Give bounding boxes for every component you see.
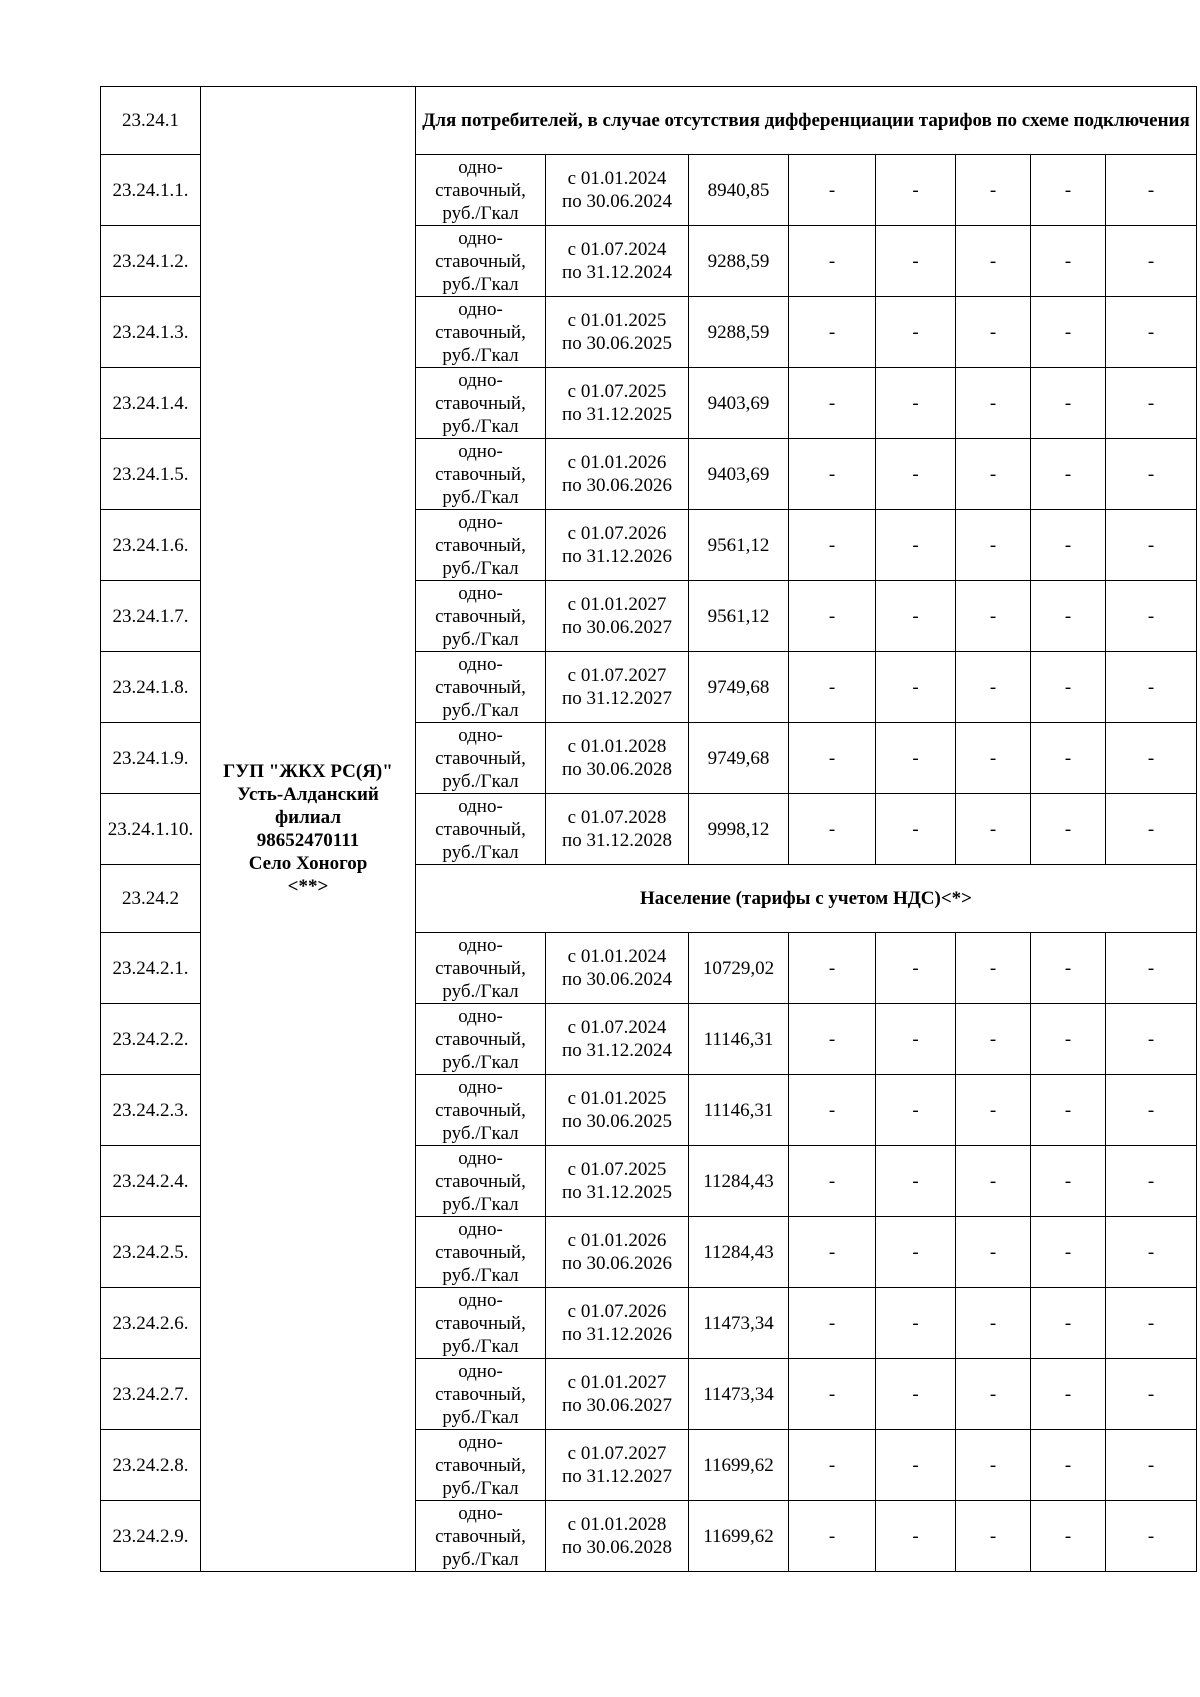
empty-value-dash: - [956,1075,1031,1146]
period-start: с 01.07.2025 [567,1159,667,1180]
period-start: с 01.07.2026 [567,523,667,544]
tariff-type-line: ставочный, [435,957,526,979]
validity-period [546,297,689,368]
validity-period [546,1359,689,1430]
empty-value-dash: - [956,581,1031,652]
empty-value-dash: - [1031,1004,1106,1075]
row-number: 23.24.1.10. [101,794,201,865]
tariff-value: 11699,62 [689,1430,789,1501]
row-number: 23.24.2.8. [101,1430,201,1501]
empty-value-dash: - [789,1004,876,1075]
tariff-type [416,226,546,297]
empty-value-dash: - [1031,1075,1106,1146]
period-start: с 01.01.2027 [567,594,667,615]
empty-value-dash: - [1106,794,1197,865]
tariff-unit: руб./Гкал [442,344,519,366]
tariff-type [416,1146,546,1217]
tariff-unit: руб./Гкал [442,1335,519,1357]
organization-line: ГУП "ЖКХ РС(Я)" [223,761,393,782]
tariff-table [100,86,1197,1572]
tariff-value: 9749,68 [689,723,789,794]
section-header-row [101,87,1197,155]
empty-value-dash: - [789,368,876,439]
empty-value-dash: - [789,439,876,510]
tariff-type-line: ставочный, [435,1454,526,1476]
empty-value-dash: - [1106,652,1197,723]
period-start: с 01.01.2028 [567,736,667,757]
tariff-unit: руб./Гкал [442,273,519,295]
row-number: 23.24.1.9. [101,723,201,794]
empty-value-dash: - [1031,510,1106,581]
empty-value-dash: - [956,652,1031,723]
empty-value-dash: - [789,794,876,865]
validity-period [546,510,689,581]
empty-value-dash: - [876,1004,956,1075]
empty-value-dash: - [1106,1146,1197,1217]
tariff-value: 11284,43 [689,1217,789,1288]
empty-value-dash: - [876,1359,956,1430]
empty-value-dash: - [876,439,956,510]
tariff-unit: руб./Гкал [442,1548,519,1570]
tariff-type-line: одно- [458,440,503,462]
tariff-value: 11146,31 [689,1075,789,1146]
tariff-type-line: ставочный, [435,250,526,272]
tariff-unit: руб./Гкал [442,1477,519,1499]
empty-value-dash: - [876,1288,956,1359]
empty-value-dash: - [1031,1288,1106,1359]
tariff-type [416,794,546,865]
tariff-type-line: одно- [458,156,503,178]
validity-period [546,155,689,226]
tariff-type-line: ставочный, [435,392,526,414]
organization-line: Усть-Алданский [237,784,379,805]
empty-value-dash: - [956,1288,1031,1359]
tariff-type-line: одно- [458,1005,503,1027]
tariff-value: 8940,85 [689,155,789,226]
empty-value-dash: - [1106,155,1197,226]
tariff-type-line: одно- [458,1147,503,1169]
tariff-type-line: одно- [458,1502,503,1524]
tariff-type [416,1217,546,1288]
empty-value-dash: - [1106,368,1197,439]
tariff-value: 11284,43 [689,1146,789,1217]
period-start: с 01.07.2028 [567,807,667,828]
empty-value-dash: - [1106,226,1197,297]
tariff-unit: руб./Гкал [442,628,519,650]
empty-value-dash: - [1106,723,1197,794]
period-start: с 01.07.2027 [567,665,667,686]
empty-value-dash: - [876,1075,956,1146]
tariff-unit: руб./Гкал [442,1122,519,1144]
empty-value-dash: - [789,297,876,368]
empty-value-dash: - [956,723,1031,794]
period-start: с 01.01.2026 [567,452,667,473]
empty-value-dash: - [956,297,1031,368]
row-number: 23.24.2.6. [101,1288,201,1359]
tariff-type [416,652,546,723]
tariff-unit: руб./Гкал [442,486,519,508]
period-start: с 01.01.2025 [567,310,667,331]
tariff-type [416,155,546,226]
tariff-unit: руб./Гкал [442,415,519,437]
empty-value-dash: - [956,1501,1031,1572]
validity-period [546,581,689,652]
empty-value-dash: - [789,1430,876,1501]
organization-cell [201,87,416,1572]
validity-period [546,1146,689,1217]
validity-period [546,794,689,865]
empty-value-dash: - [789,581,876,652]
tariff-type-line: одно- [458,369,503,391]
empty-value-dash: - [876,1217,956,1288]
tariff-type [416,581,546,652]
empty-value-dash: - [1106,1288,1197,1359]
empty-value-dash: - [876,652,956,723]
period-start: с 01.07.2026 [567,1301,667,1322]
tariff-type-line: ставочный, [435,1028,526,1050]
tariff-type-line: одно- [458,1076,503,1098]
empty-value-dash: - [1106,510,1197,581]
empty-value-dash: - [1031,933,1106,1004]
empty-value-dash: - [956,794,1031,865]
tariff-type-line: одно- [458,511,503,533]
empty-value-dash: - [1106,1501,1197,1572]
validity-period [546,723,689,794]
tariff-type-line: ставочный, [435,1170,526,1192]
empty-value-dash: - [956,1430,1031,1501]
period-start: с 01.07.2025 [567,381,667,402]
period-start: с 01.01.2025 [567,1088,667,1109]
empty-value-dash: - [1106,1430,1197,1501]
empty-value-dash: - [789,652,876,723]
tariff-type-line: одно- [458,1360,503,1382]
tariff-type [416,297,546,368]
row-number: 23.24.2.9. [101,1501,201,1572]
tariff-unit: руб./Гкал [442,770,519,792]
empty-value-dash: - [1106,297,1197,368]
tariff-value: 9288,59 [689,226,789,297]
tariff-type-line: ставочный, [435,1312,526,1334]
period-start: с 01.01.2024 [567,168,667,189]
tariff-value: 9561,12 [689,510,789,581]
tariff-type-line: ставочный, [435,1241,526,1263]
row-number: 23.24.1.8. [101,652,201,723]
section-number: 23.24.2 [101,865,201,933]
tariff-type-line: ставочный, [435,321,526,343]
empty-value-dash: - [1031,1359,1106,1430]
period-start: с 01.01.2026 [567,1230,667,1251]
period-end: по 30.06.2024 [562,969,672,990]
empty-value-dash: - [1031,1217,1106,1288]
empty-value-dash: - [1031,581,1106,652]
period-end: по 30.06.2025 [562,1111,672,1132]
period-end: по 31.12.2025 [562,404,672,425]
empty-value-dash: - [1031,226,1106,297]
tariff-unit: руб./Гкал [442,1406,519,1428]
tariff-unit: руб./Гкал [442,980,519,1002]
row-number: 23.24.2.4. [101,1146,201,1217]
tariff-value: 9998,12 [689,794,789,865]
empty-value-dash: - [789,1075,876,1146]
tariff-unit: руб./Гкал [442,202,519,224]
row-number: 23.24.1.4. [101,368,201,439]
tariff-type-line: одно- [458,1289,503,1311]
period-start: с 01.01.2028 [567,1514,667,1535]
row-number: 23.24.2.1. [101,933,201,1004]
tariff-type-line: ставочный, [435,818,526,840]
period-start: с 01.07.2024 [567,1017,667,1038]
empty-value-dash: - [789,1359,876,1430]
tariff-type-line: одно- [458,934,503,956]
document-page [100,86,1197,1572]
tariff-value: 11146,31 [689,1004,789,1075]
period-end: по 30.06.2027 [562,617,672,638]
empty-value-dash: - [956,155,1031,226]
period-end: по 31.12.2026 [562,1324,672,1345]
tariff-table-body [101,87,1197,1572]
empty-value-dash: - [876,297,956,368]
tariff-type-line: ставочный, [435,179,526,201]
empty-value-dash: - [1106,1359,1197,1430]
tariff-type-line: ставочный, [435,534,526,556]
empty-value-dash: - [876,1430,956,1501]
empty-value-dash: - [1106,1075,1197,1146]
empty-value-dash: - [956,1146,1031,1217]
tariff-unit: руб./Гкал [442,557,519,579]
organization-line: 98652470111 [256,830,360,851]
tariff-type-line: одно- [458,227,503,249]
empty-value-dash: - [1031,368,1106,439]
row-number: 23.24.2.2. [101,1004,201,1075]
tariff-type-line: ставочный, [435,676,526,698]
row-number: 23.24.1.2. [101,226,201,297]
empty-value-dash: - [1031,1501,1106,1572]
empty-value-dash: - [956,368,1031,439]
tariff-type [416,1501,546,1572]
empty-value-dash: - [876,155,956,226]
empty-value-dash: - [789,226,876,297]
period-end: по 31.12.2028 [562,830,672,851]
empty-value-dash: - [1106,1004,1197,1075]
tariff-type [416,1004,546,1075]
tariff-value: 9403,69 [689,439,789,510]
tariff-type [416,439,546,510]
validity-period [546,1501,689,1572]
empty-value-dash: - [956,933,1031,1004]
empty-value-dash: - [1031,1146,1106,1217]
empty-value-dash: - [876,723,956,794]
empty-value-dash: - [1031,794,1106,865]
tariff-type [416,723,546,794]
tariff-unit: руб./Гкал [442,1193,519,1215]
period-end: по 31.12.2027 [562,688,672,709]
period-end: по 31.12.2027 [562,1466,672,1487]
organization-line: филиал [274,807,342,828]
tariff-type-line: одно- [458,298,503,320]
tariff-type [416,933,546,1004]
row-number: 23.24.2.7. [101,1359,201,1430]
tariff-unit: руб./Гкал [442,1051,519,1073]
validity-period [546,1430,689,1501]
empty-value-dash: - [956,510,1031,581]
empty-value-dash: - [876,226,956,297]
empty-value-dash: - [789,1217,876,1288]
empty-value-dash: - [876,794,956,865]
empty-value-dash: - [1031,297,1106,368]
empty-value-dash: - [876,933,956,1004]
empty-value-dash: - [1106,439,1197,510]
empty-value-dash: - [789,933,876,1004]
tariff-type-line: ставочный, [435,747,526,769]
empty-value-dash: - [876,581,956,652]
empty-value-dash: - [956,439,1031,510]
period-end: по 31.12.2026 [562,546,672,567]
period-start: с 01.07.2024 [567,239,667,260]
empty-value-dash: - [956,1359,1031,1430]
tariff-value: 11473,34 [689,1288,789,1359]
validity-period [546,652,689,723]
tariff-type [416,368,546,439]
validity-period [546,933,689,1004]
period-end: по 30.06.2026 [562,475,672,496]
empty-value-dash: - [956,1217,1031,1288]
validity-period [546,1075,689,1146]
tariff-type [416,1075,546,1146]
period-start: с 01.01.2024 [567,946,667,967]
period-end: по 30.06.2027 [562,1395,672,1416]
tariff-value: 9403,69 [689,368,789,439]
row-number: 23.24.1.5. [101,439,201,510]
empty-value-dash: - [956,1004,1031,1075]
tariff-type-line: одно- [458,582,503,604]
validity-period [546,1004,689,1075]
empty-value-dash: - [789,1146,876,1217]
row-number: 23.24.1.1. [101,155,201,226]
tariff-type [416,510,546,581]
period-end: по 30.06.2024 [562,191,672,212]
period-end: по 31.12.2024 [562,1040,672,1061]
period-end: по 30.06.2028 [562,759,672,780]
validity-period [546,226,689,297]
tariff-type-line: одно- [458,795,503,817]
row-number: 23.24.2.5. [101,1217,201,1288]
empty-value-dash: - [876,1501,956,1572]
empty-value-dash: - [1106,933,1197,1004]
row-number: 23.24.1.6. [101,510,201,581]
period-end: по 31.12.2025 [562,1182,672,1203]
period-end: по 30.06.2026 [562,1253,672,1274]
period-end: по 30.06.2028 [562,1537,672,1558]
row-number: 23.24.1.7. [101,581,201,652]
empty-value-dash: - [956,226,1031,297]
validity-period [546,1217,689,1288]
tariff-type-line: одно- [458,653,503,675]
empty-value-dash: - [789,1288,876,1359]
empty-value-dash: - [1031,439,1106,510]
organization-line: Село Хоногор [248,853,368,874]
tariff-type-line: ставочный, [435,463,526,485]
tariff-type-line: ставочный, [435,605,526,627]
tariff-type-line: ставочный, [435,1525,526,1547]
tariff-value: 9561,12 [689,581,789,652]
empty-value-dash: - [876,368,956,439]
empty-value-dash: - [789,723,876,794]
tariff-type-line: ставочный, [435,1383,526,1405]
tariff-value: 9749,68 [689,652,789,723]
tariff-value: 9288,59 [689,297,789,368]
row-number: 23.24.2.3. [101,1075,201,1146]
tariff-unit: руб./Гкал [442,841,519,863]
empty-value-dash: - [1031,652,1106,723]
section-number: 23.24.1 [101,87,201,155]
period-start: с 01.01.2027 [567,1372,667,1393]
section-title: Для потребителей, в случае отсутствия дифференциации тарифов по схеме подключения [416,87,1197,155]
tariff-value: 10729,02 [689,933,789,1004]
empty-value-dash: - [1031,155,1106,226]
tariff-type-line: одно- [458,724,503,746]
validity-period [546,368,689,439]
tariff-type [416,1288,546,1359]
tariff-type [416,1359,546,1430]
organization-line: <**> [287,876,329,897]
empty-value-dash: - [789,155,876,226]
section-title: Население (тарифы с учетом НДС)<*> [416,865,1197,933]
empty-value-dash: - [876,1146,956,1217]
empty-value-dash: - [1031,723,1106,794]
validity-period [546,439,689,510]
row-number: 23.24.1.3. [101,297,201,368]
empty-value-dash: - [1106,581,1197,652]
tariff-type-line: одно- [458,1218,503,1240]
empty-value-dash: - [789,1501,876,1572]
tariff-type [416,1430,546,1501]
period-start: с 01.07.2027 [567,1443,667,1464]
tariff-unit: руб./Гкал [442,1264,519,1286]
empty-value-dash: - [1106,1217,1197,1288]
empty-value-dash: - [789,510,876,581]
period-end: по 31.12.2024 [562,262,672,283]
empty-value-dash: - [1031,1430,1106,1501]
period-end: по 30.06.2025 [562,333,672,354]
empty-value-dash: - [876,510,956,581]
tariff-unit: руб./Гкал [442,699,519,721]
tariff-value: 11473,34 [689,1359,789,1430]
validity-period [546,1288,689,1359]
tariff-type-line: ставочный, [435,1099,526,1121]
tariff-value: 11699,62 [689,1501,789,1572]
tariff-type-line: одно- [458,1431,503,1453]
